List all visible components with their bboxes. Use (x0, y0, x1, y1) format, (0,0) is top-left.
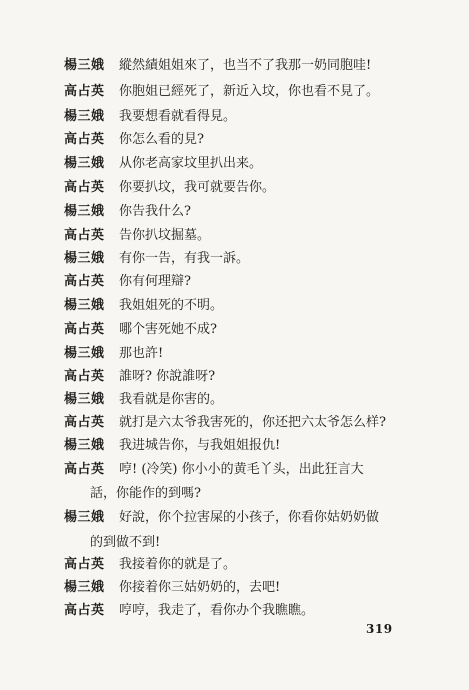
speaker-name: 楊三娥 (64, 156, 105, 171)
dialogue-text: 好說，你个拉害屎的小孩子，你看你姑奶奶做 (119, 510, 380, 525)
dialogue-text: 哼哼，我走了，看你办个我瞧瞧。 (119, 603, 315, 618)
speaker-name: 高占英 (64, 462, 105, 477)
dialogue-text: 我姐姐死的不明。 (119, 298, 224, 313)
dialogue-text: 哼! (冷笑) 你小小的黄毛丫头，出此狂言大 (119, 462, 364, 477)
dialogue-text: 就打是六太爷我害死的，你还把六太爷怎么样? (119, 415, 386, 430)
speaker-name: 高占英 (64, 84, 105, 99)
speaker-name: 高占英 (64, 274, 105, 289)
speaker-name: 楊三娥 (64, 392, 105, 407)
dialogue-text: 哪个害死她不成? (119, 322, 217, 337)
speaker-name: 楊三娥 (64, 109, 105, 124)
speaker-name: 楊三娥 (64, 580, 105, 595)
dialogue-text: 你告我什么? (119, 204, 191, 219)
dialogue-text: 那也許! (119, 346, 164, 361)
speaker-name: 高占英 (64, 180, 105, 195)
dialogue-text: 有你一告，有我一訴。 (119, 251, 250, 266)
speaker-name: 高占英 (64, 228, 105, 243)
dialogue-continuation: 的到做不到! (90, 535, 161, 550)
speaker-name: 高占英 (64, 415, 105, 430)
dialogue-text: 你接着你三姑奶奶的，去吧! (119, 580, 281, 595)
speaker-name: 楊三娥 (64, 438, 105, 453)
dialogue-text: 我看就是你害的。 (119, 392, 224, 407)
speaker-name: 楊三娥 (64, 58, 105, 73)
dialogue-text: 你怎么看的見? (119, 132, 204, 147)
dialogue-text: 我接着你的就是了。 (119, 557, 237, 572)
dialogue-text: 你要扒坟，我可就要告你。 (119, 180, 276, 195)
dialogue-text: 你有何理辯? (119, 274, 191, 289)
speaker-name: 楊三娥 (64, 298, 105, 313)
dialogue-continuation: 話，你能作的到嗎? (90, 486, 201, 501)
speaker-name: 高占英 (64, 603, 105, 618)
speaker-name: 楊三娥 (64, 204, 105, 219)
dialogue-text: 告你扒坟掘墓。 (119, 228, 211, 243)
dialogue-text: 縱然績姐姐來了，也当不了我那一奶同胞哇! (119, 58, 372, 73)
speaker-name: 楊三娥 (64, 251, 105, 266)
speaker-name: 高占英 (64, 557, 105, 572)
dialogue-text: 你胞姐已經死了，新近入坟，你也看不見了。 (119, 84, 380, 99)
speaker-name: 楊三娥 (64, 346, 105, 361)
speaker-name: 楊三娥 (64, 510, 105, 525)
dialogue-text: 从你老高家坟里扒出来。 (119, 156, 263, 171)
dialogue-text: 我要想看就看得見。 (119, 109, 237, 124)
page-number: 319 (366, 622, 393, 636)
dialogue-text: 我进城告你，与我姐姐报仇! (119, 438, 281, 453)
speaker-name: 高占英 (64, 369, 105, 384)
speaker-name: 高占英 (64, 132, 105, 147)
speaker-name: 高占英 (64, 322, 105, 337)
dialogue-text: 誰呀? 你說誰呀? (119, 369, 216, 384)
